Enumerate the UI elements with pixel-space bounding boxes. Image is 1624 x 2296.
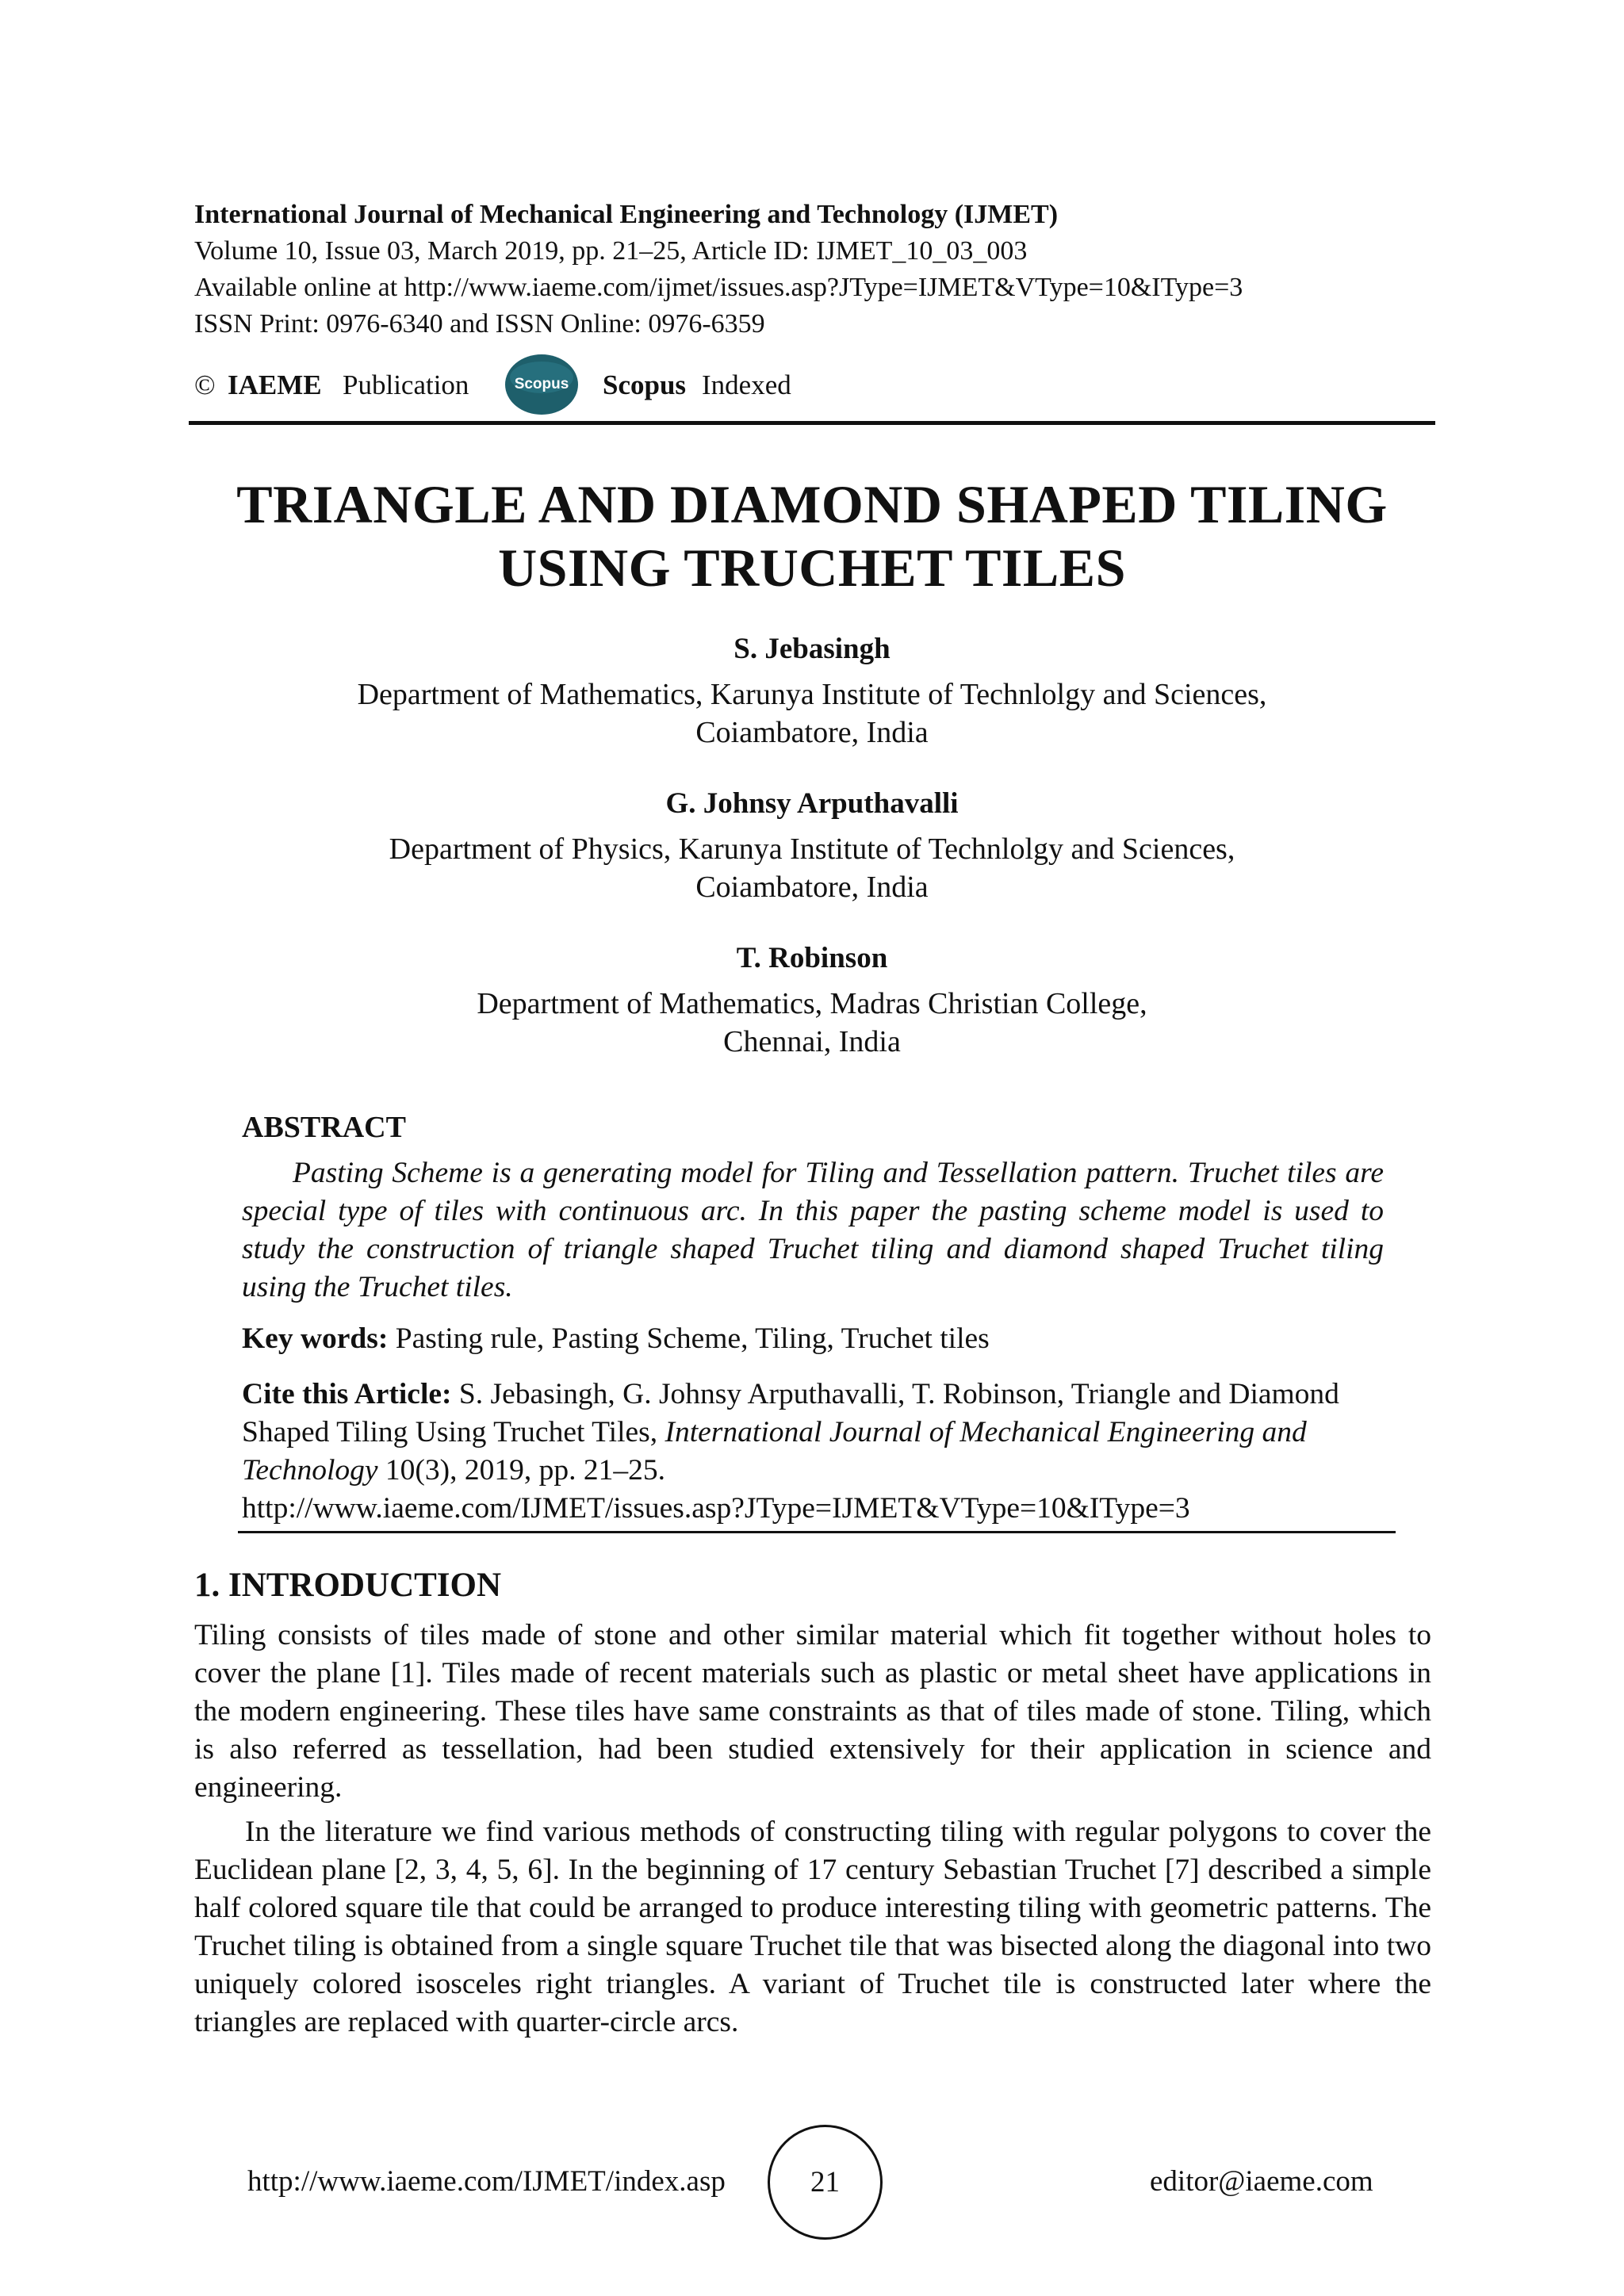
keywords-label: Key words: [242,1322,389,1355]
indexed-label: Indexed [702,369,791,400]
affiliation-line: Coiambatore, India [695,871,929,904]
header-rule [189,421,1435,425]
journal-name: International Journal of Mechanical Engineering and Technology (IJMET) [194,200,1059,229]
cite-journal: International Journal of Mechanical Engineering and Technology [242,1416,1307,1487]
publisher-name: IAEME [228,369,322,400]
citation-block [242,1376,1384,1528]
author-name: S. Jebasingh [733,633,891,665]
author-name: G. Johnsy Arputhavalli [665,787,959,820]
affiliation-line: Department of Mathematics, Karunya Institute of Technlolgy and Sciences, [357,678,1267,711]
available-online-line: Available online at http://www.iaeme.com/ijmet/issues.asp?JType=IJMET&VType=10&IType=3 [194,273,1243,302]
affiliation-line: Chennai, India [723,1025,901,1058]
intro-paragraph-2: In the literature we find various methods of constructing tiling with regular polygons to cover the Euclidean plane [2, 3, 4, 5, 6]. In the beginning of 17 century Sebastian Truchet [7] described a simple half colored square tile that could be arranged to produce interesting tiling with geometric patterns. The Truchet tiling is obtained from a single square Truchet tile that was bisected along the diagonal into two uniquely colored isosceles right triangles. A variant of Truchet tile is constructed later where the triangles are replaced with quarter-circle arcs. [194,1816,1431,2038]
publication-label: Publication [343,369,469,400]
author-affiliation [159,830,1465,906]
author-affiliation [159,675,1465,752]
section-heading: 1. INTRODUCTION [194,1567,502,1604]
intro-paragraph-1: Tiling consists of tiles made of stone and other similar material which fit together without holes to cover the plane [1]. Tiles made of recent materials such as plastic or metal sheet have applications in the modern engineering. These tiles have same constraints as that of tiles made of stone. Tiling, which is also referred as tessellation, had been studied extensively for their application in science and engineering. [194,1619,1431,1804]
author-affiliation [159,985,1465,1061]
issn-line: ISSN Print: 0976-6340 and ISSN Online: 0976-6359 [194,309,765,339]
cite-url-link[interactable]: http://www.iaeme.com/IJMET/issues.asp?JType=IJMET&VType=10&IType=3 [242,1492,1190,1525]
page-number-text: 21 [810,2166,840,2198]
author-name: T. Robinson [736,942,888,974]
journal-header [194,197,1463,342]
abstract-heading: ABSTRACT [242,1111,406,1144]
abstract-text: Pasting Scheme is a generating model for Tiling and Tessellation pattern. Truchet tiles are special type of tiles with continuous arc. In this paper the pasting scheme model is used to study the construction of triangle shaped Truchet tiling and diamond shaped Truchet tiling using the Truchet tiles. [242,1157,1384,1303]
affiliation-line: Coiambatore, India [695,716,929,749]
cite-tail: 10(3), 2019, pp. 21–25. [385,1454,665,1487]
title-line-2: USING TRUCHET TILES [498,538,1126,598]
cite-label: Cite this Article: [242,1378,452,1410]
page-number [768,2125,883,2240]
scopus-label: Scopus [603,369,687,400]
paper-title [159,473,1465,599]
scopus-logo-text: Scopus [514,376,569,392]
affiliation-line: Department of Mathematics, Madras Christian College, [477,987,1147,1020]
footer-email-link[interactable]: editor@iaeme.com [1150,2165,1373,2198]
copyright-symbol: © [194,369,216,400]
footer-url-link[interactable]: http://www.iaeme.com/IJMET/index.asp [247,2165,726,2198]
volume-line: Volume 10, Issue 03, March 2019, pp. 21–25, Article ID: IJMET_10_03_003 [194,236,1028,266]
citation-rule [238,1531,1396,1533]
publisher-row [194,354,1463,425]
affiliation-line: Department of Physics, Karunya Institute of Technlolgy and Sciences, [389,832,1235,866]
cite-text: S. Jebasingh, G. Johnsy Arputhavalli, T. Robinson, Triangle and Diamond Shaped Tiling Using Truchet Tiles, [242,1378,1339,1448]
keywords-list: Pasting rule, Pasting Scheme, Tiling, Truchet tiles [395,1322,990,1355]
keywords [242,1322,1384,1356]
scopus-logo-icon [504,354,580,415]
title-line-1: TRIANGLE AND DIAMOND SHAPED TILING [236,474,1388,534]
